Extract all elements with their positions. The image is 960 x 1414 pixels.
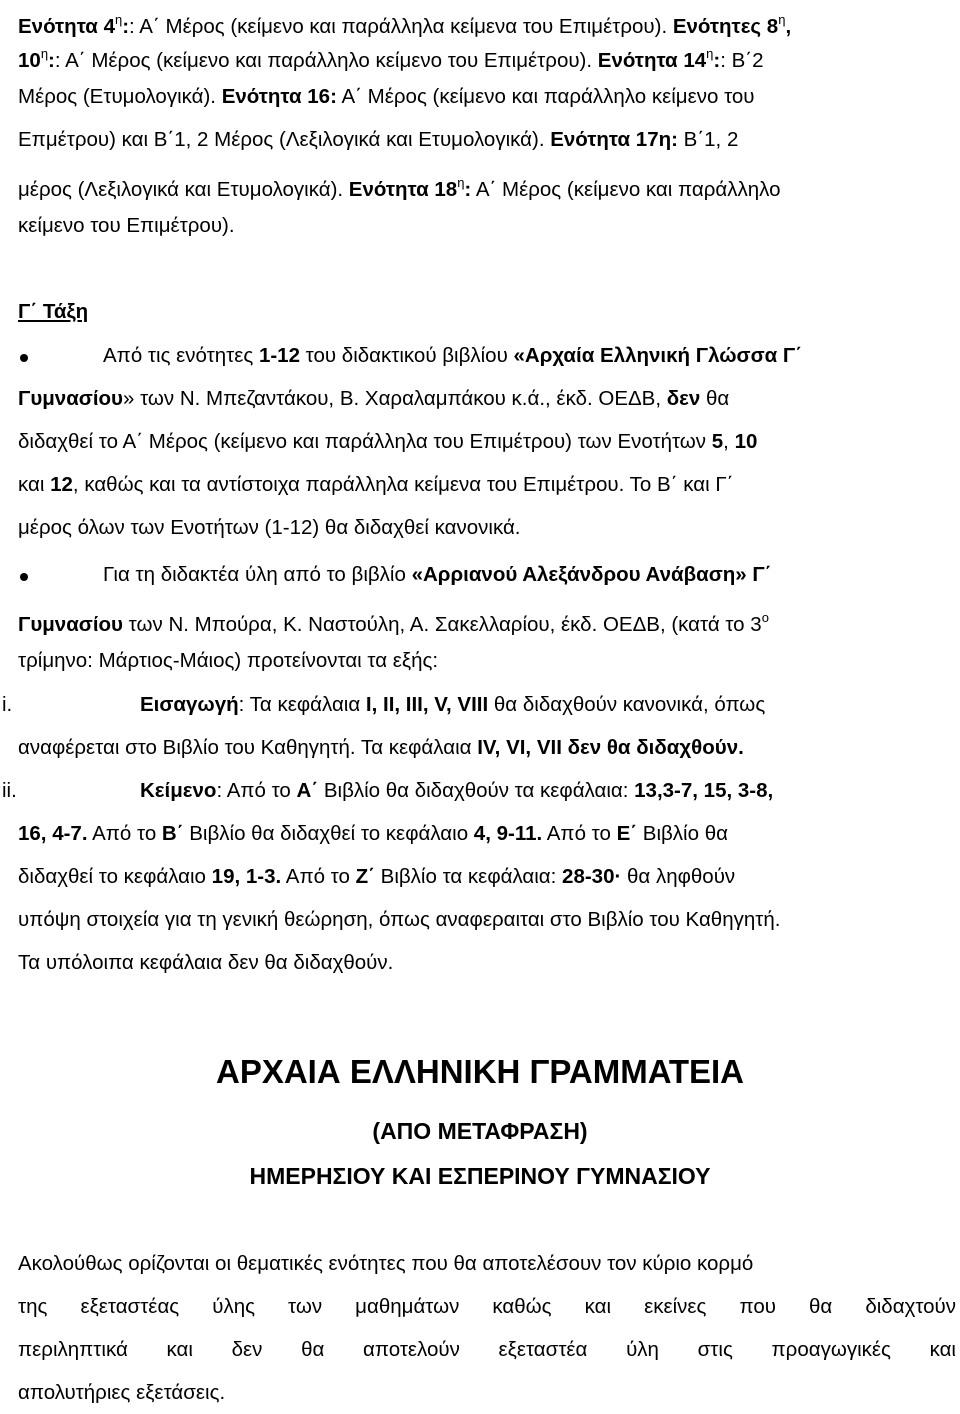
bullet-1-line-5: μέρος όλων των Ενοτήτων (1-12) θα διδαχθεί κανονικά. bbox=[18, 516, 521, 539]
bullet-2-line-2: Γυμνασίου των Ν. Μπούρα, Κ. Ναστούλη, Α. Σακελλαρίου, έκδ. ΟΕΔΒ, (κατά το $3^o$ bbox=[18, 610, 769, 636]
grammar-paragraph-line-3: περιληπτικά και δεν θα αποτελούν εξεταστέα ύλη στις προαγωγικές και bbox=[18, 1338, 956, 1361]
bullet-2-line-3: τρίμηνο: Μάρτιος-Μάιος) προτείνονται τα εξής: bbox=[18, 649, 439, 672]
bullet-1-line-4: και 12, καθώς και τα αντίστοιχα παράλληλα κείμενα του Επιμέτρου. Το Β΄ και Γ΄ bbox=[18, 473, 734, 496]
intro-line-3: Μέρος (Ετυμολογικά). Ενότητα 16: Α΄ Μέρος (κείμενο και παράλληλο κείμενο του bbox=[18, 85, 755, 108]
grammar-subtitle-2: ΗΜΕΡΗΣΙΟΥ ΚΑΙ ΕΣΠΕΡΙΝΟΥ ΓΥΜΝΑΣΙΟΥ bbox=[249, 1163, 711, 1189]
bullet-icon bbox=[20, 354, 28, 362]
bullet-icon bbox=[20, 573, 28, 581]
section-heading-g: Γ΄ Τάξη bbox=[18, 300, 89, 323]
item-i-line-1: Εισαγωγή: Τα κεφάλαια Ι, ΙΙ, ΙΙΙ, V, VIII θα διδαχθούν κανονικά, όπως bbox=[140, 693, 766, 716]
grammar-subtitle-1: (ΑΠΟ ΜΕΤΑΦΡΑΣΗ) bbox=[372, 1118, 588, 1144]
item-ii-number: ii. bbox=[2, 779, 17, 802]
bullet-1-line-1: Από τις ενότητες 1-12 του διδακτικού βιβλίου «Αρχαία Ελληνική Γλώσσα Γ΄ bbox=[103, 344, 803, 367]
intro-line-1: Ενότητα $4^\eta$:: Α΄ Μέρος (κείμενο και παράλληλα κείμενα του Επιμέτρου). Ενότητες $8^\eta$, bbox=[18, 12, 792, 38]
item-ii-line-2: 16, 4-7. Από το Β΄ Βιβλίο θα διδαχθεί το κεφάλαιο 4, 9-11. Από το Ε΄ Βιβλίο θα bbox=[18, 822, 728, 845]
grammar-paragraph-line-2: της εξεταστέας ύλης των μαθημάτων καθώς και εκείνες που θα διδαχτούν bbox=[18, 1295, 956, 1318]
item-ii-line-3: διδαχθεί το κεφάλαιο 19, 1-3. Από το Ζ΄ Βιβλίο τα κεφάλαια: 28-30· θα ληφθούν bbox=[18, 865, 736, 888]
intro-line-5: μέρος (Λεξιλογικά και Ετυμολογικά). Ενότητα $18^\eta$: Α΄ Μέρος (κείμενο και παράλληλο bbox=[18, 175, 781, 201]
bullet-2-line-1: Για τη διδακτέα ύλη από το βιβλίο «Αρριανού Αλεξάνδρου Ανάβαση» Γ΄ bbox=[103, 563, 772, 586]
item-ii-line-4: υπόψη στοιχεία για τη γενική θεώρηση, όπως αναφεραιται στο Βιβλίο του Καθηγητή. bbox=[18, 908, 781, 931]
item-ii-line-1: Κείμενο: Από το Α΄ Βιβλίο θα διδαχθούν τα κεφάλαια: 13,3-7, 15, 3-8, bbox=[140, 779, 774, 802]
grammar-paragraph-line-1: Ακολούθως ορίζονται οι θεματικές ενότητες που θα αποτελέσουν τον κύριο κορμό bbox=[18, 1252, 754, 1275]
item-ii-line-5: Τα υπόλοιπα κεφάλαια δεν θα διδαχθούν. bbox=[18, 951, 394, 974]
item-i-number: i. bbox=[2, 693, 13, 716]
item-i-line-2: αναφέρεται στο Βιβλίο του Καθηγητή. Τα κεφάλαια IV, VI, VII δεν θα διδαχθούν. bbox=[18, 736, 744, 759]
intro-line-6: κείμενο του Επιμέτρου). bbox=[18, 214, 235, 237]
intro-line-4: Επμέτρου) και Β΄1, 2 Μέρος (Λεξιλογικά και Ετυμολογικά). Ενότητα 17η: Β΄1, 2 bbox=[18, 128, 739, 151]
grammar-title: ΑΡΧΑΙΑ ΕΛΛΗΝΙΚΗ ΓΡΑΜΜΑΤΕΙΑ bbox=[215, 1053, 745, 1090]
bullet-1-line-2: Γυμνασίου» των Ν. Μπεζαντάκου, Β. Χαραλαμπάκου κ.ά., έκδ. ΟΕΔΒ, δεν θα bbox=[18, 387, 730, 410]
intro-line-2: $10^\eta$:: Α΄ Μέρος (κείμενο και παράλληλο κείμενο του Επιμέτρου). Ενότητα $14^\eta$:: Β΄2 bbox=[18, 46, 764, 72]
grammar-paragraph-line-4: απολυτήριες εξετάσεις. bbox=[18, 1381, 226, 1404]
bullet-1-line-3: διδαχθεί το Α΄ Μέρος (κείμενο και παράλληλα του Επιμέτρου) των Ενοτήτων 5, 10 bbox=[18, 430, 758, 453]
